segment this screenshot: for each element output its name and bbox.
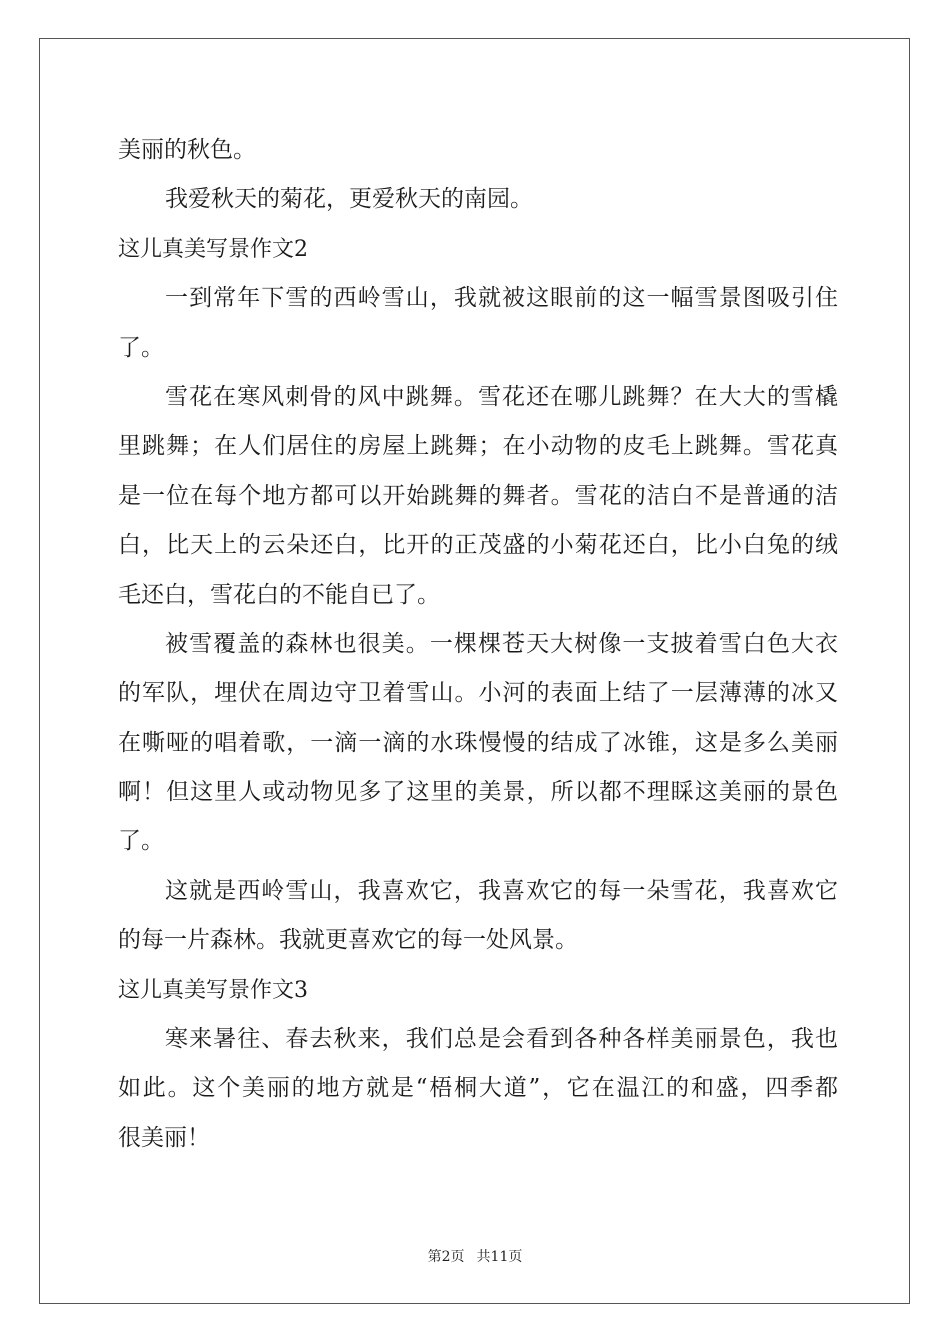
page-footer — [0, 1246, 950, 1266]
paragraph-line: 很美丽！ — [118, 1124, 210, 1151]
paragraph-line: 寒来暑往、春去秋来，我们总是会看到各种各样美丽景色，我也 — [165, 1026, 838, 1053]
paragraph-line: 在嘶哑的唱着歌，一滴一滴的水珠慢慢的结成了冰锥，这是多么美丽 — [118, 729, 838, 756]
paragraph-line: 是一位在每个地方都可以开始跳舞的舞者。雪花的洁白不是普通的洁 — [118, 482, 838, 509]
section-heading: 这儿真美写景作文3 — [118, 977, 308, 1003]
paragraph-line: 的每一片森林。我就更喜欢它的每一处风景。 — [118, 927, 578, 954]
paragraph-line: 被雪覆盖的森林也很美。一棵棵苍天大树像一支披着雪白色大衣 — [165, 630, 838, 657]
paragraph-line: 白，比天上的云朵还白，比开的正茂盛的小菊花还白，比小白兔的绒 — [118, 532, 838, 559]
paragraph-line: 了。 — [118, 334, 164, 361]
section-heading: 这儿真美写景作文2 — [118, 236, 308, 262]
paragraph-line: 美丽的秋色。 — [118, 137, 256, 163]
paragraph-line: 毛还白，雪花白的不能自已了。 — [118, 581, 440, 608]
page-total: 共11页 — [476, 1249, 523, 1265]
page-number: 第2页 — [427, 1249, 465, 1265]
paragraph-line: 如此。这个美丽的地方就是“梧桐大道”，它在温江的和盛，四季都 — [118, 1075, 838, 1102]
paragraph-line: 的军队，埋伏在周边守卫着雪山。小河的表面上结了一层薄薄的冰又 — [118, 680, 838, 707]
paragraph-line: 雪花在寒风刺骨的风中跳舞。雪花还在哪儿跳舞？在大大的雪橇 — [165, 383, 838, 410]
document-body — [118, 126, 838, 1163]
paragraph-line: 这就是西岭雪山，我喜欢它，我喜欢它的每一朵雪花，我喜欢它 — [165, 877, 838, 904]
paragraph-line: 我爱秋天的菊花，更爱秋天的南园。 — [165, 186, 533, 213]
paragraph-line: 一到常年下雪的西岭雪山，我就被这眼前的这一幅雪景图吸引住 — [165, 285, 838, 312]
paragraph-line: 啊！但这里人或动物见多了这里的美景，所以都不理睬这美丽的景色 — [118, 779, 838, 806]
paragraph-line: 里跳舞；在人们居住的房屋上跳舞；在小动物的皮毛上跳舞。雪花真 — [118, 433, 838, 460]
paragraph-line: 了。 — [118, 828, 164, 855]
